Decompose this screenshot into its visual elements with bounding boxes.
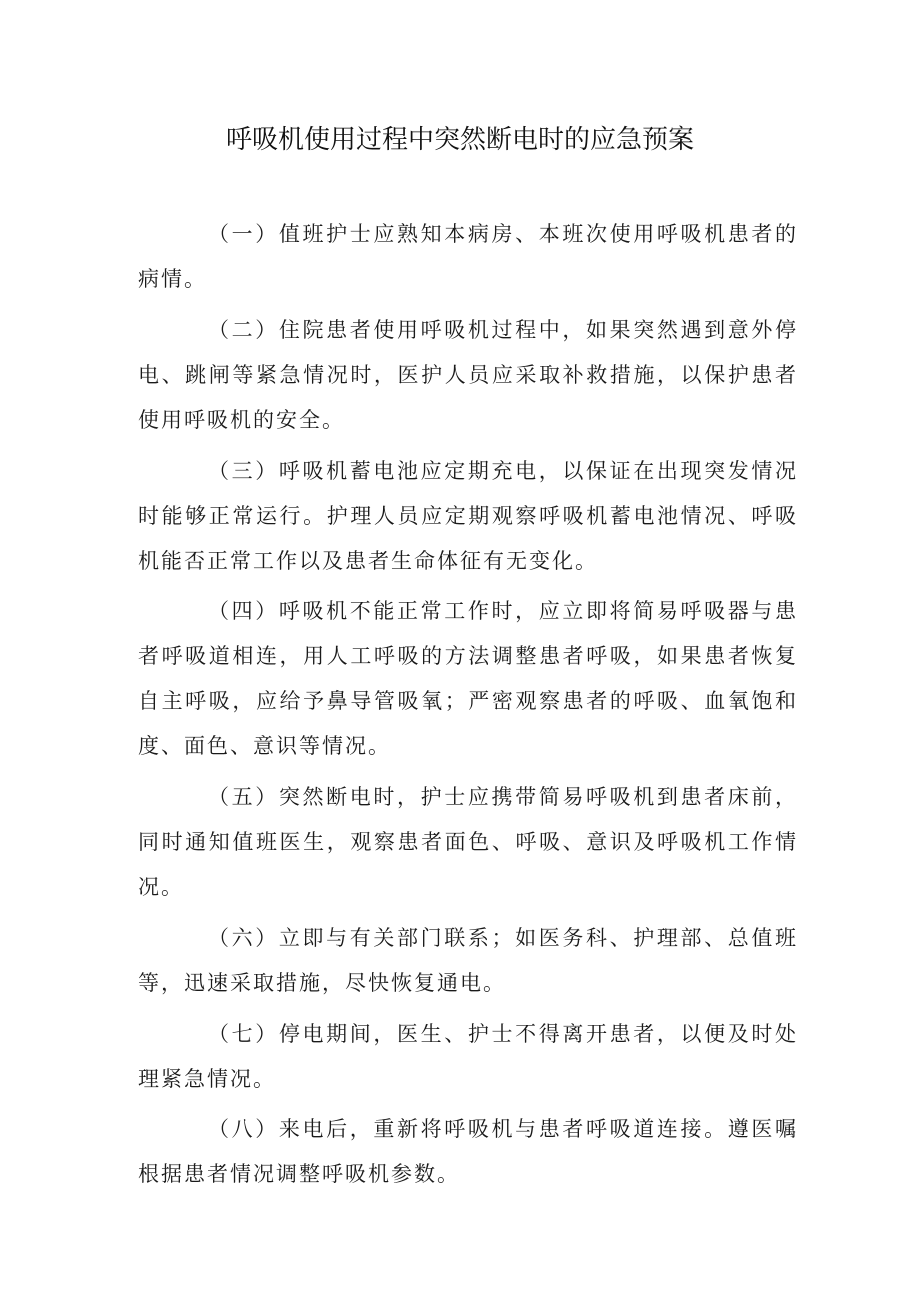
- paragraph-2: （二）住院患者使用呼吸机过程中，如果突然遇到意外停电、跳闸等紧急情况时，医护人员应采取补救措施，以保护患者使用呼吸机的安全。: [138, 318, 798, 432]
- paragraph-1: （一）值班护士应熟知本病房、本班次使用呼吸机患者的病情。: [138, 222, 798, 291]
- document-title: 呼吸机使用过程中突然断电时的应急预案: [225, 125, 694, 155]
- paragraph-6: （六）立即与有关部门联系；如医务科、护理部、总值班等，迅速采取措施，尽快恢复通电。: [138, 926, 798, 995]
- paragraph-7: （七）停电期间，医生、护士不得离开患者，以便及时处理紧急情况。: [138, 1022, 798, 1091]
- paragraph-5: （五）突然断电时，护士应携带简易呼吸机到患者床前，同时通知值班医生，观察患者面色、呼吸、意识及呼吸机工作情况。: [138, 785, 798, 899]
- paragraph-3: （三）呼吸机蓄电池应定期充电，以保证在出现突发情况时能够正常运行。护理人员应定期观察呼吸机蓄电池情况、呼吸机能否正常工作以及患者生命体征有无变化。: [138, 459, 798, 573]
- paragraph-4: （四）呼吸机不能正常工作时，应立即将简易呼吸器与患者呼吸道相连，用人工呼吸的方法调整患者呼吸，如果患者恢复自主呼吸，应给予鼻导管吸氧；严密观察患者的呼吸、血氧饱和度、面色、意识等情况。: [138, 599, 798, 758]
- paragraph-8: （八）来电后，重新将呼吸机与患者呼吸道连接。遵医嘱根据患者情况调整呼吸机参数。: [138, 1117, 798, 1186]
- document-body: [138, 212, 798, 1197]
